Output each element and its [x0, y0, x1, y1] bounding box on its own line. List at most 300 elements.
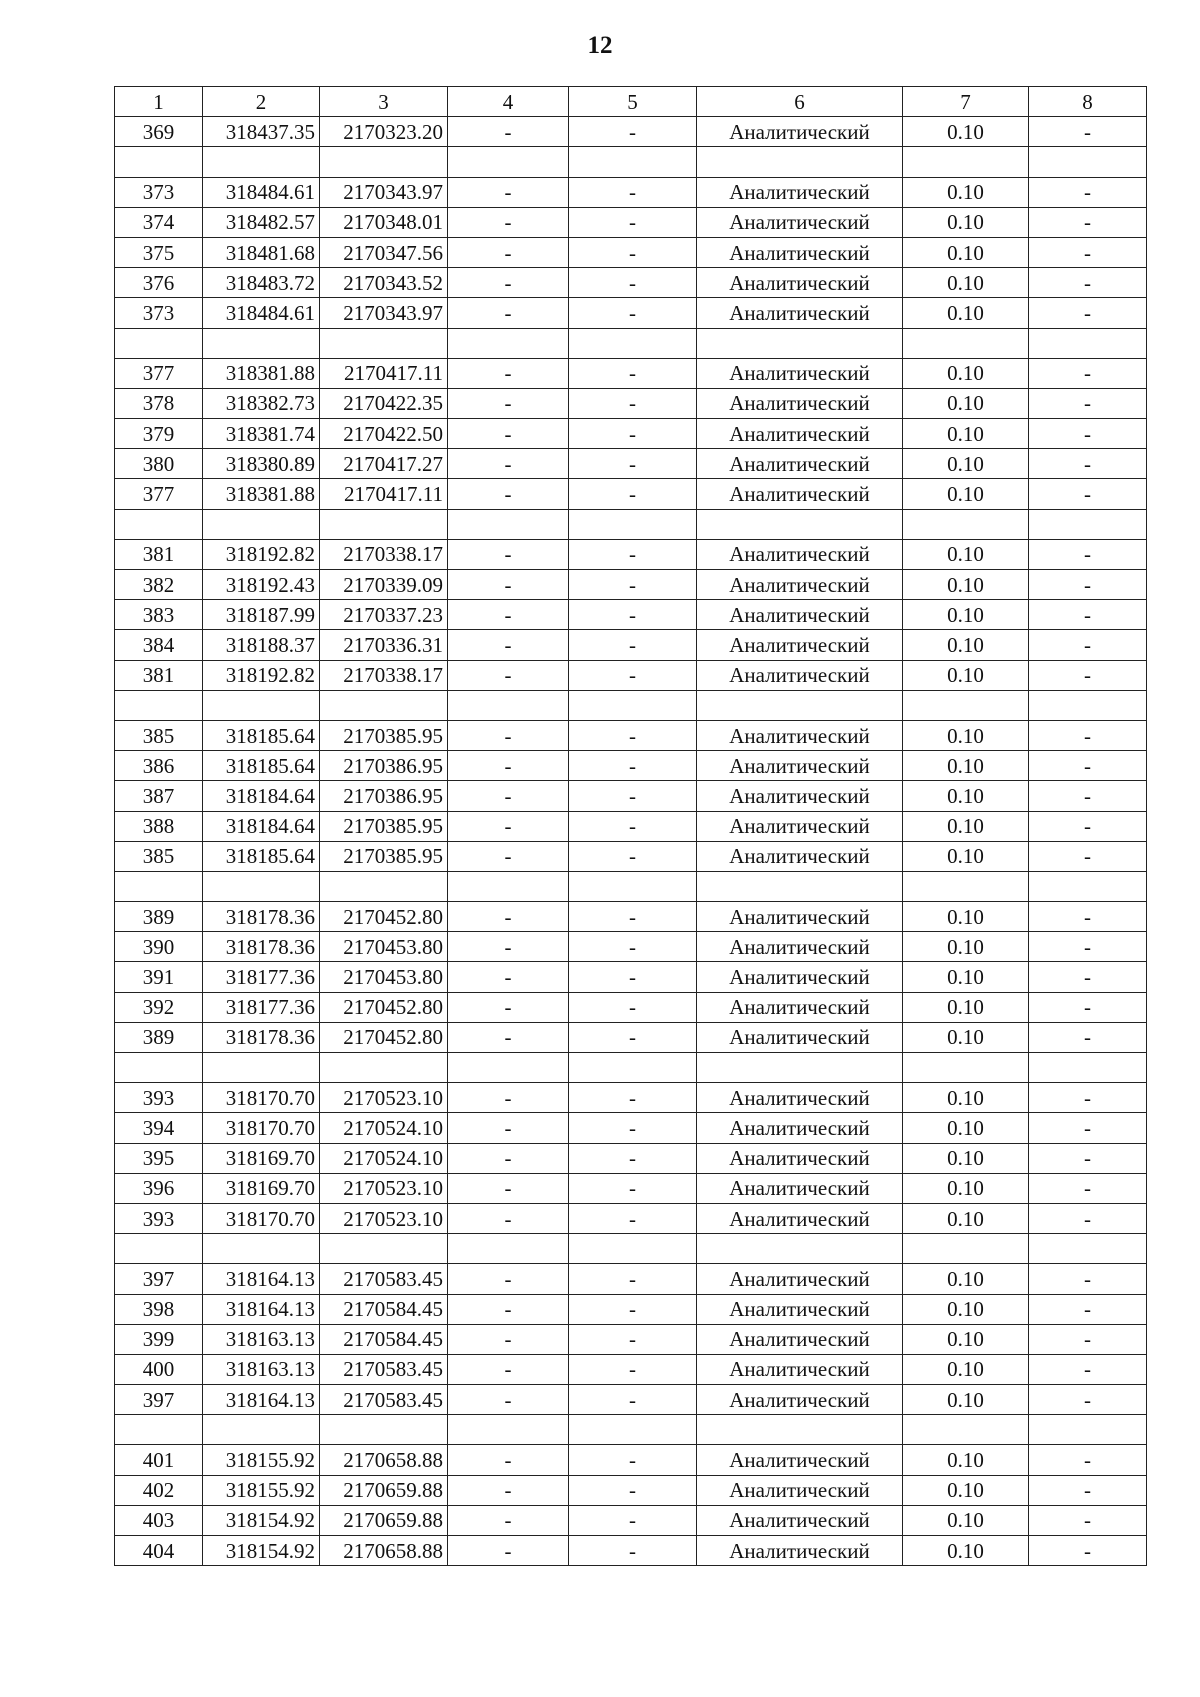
table-cell	[903, 1234, 1029, 1264]
table-cell: Аналитический	[697, 811, 903, 841]
table-cell	[115, 1234, 203, 1264]
table-cell	[320, 147, 448, 177]
table-cell: -	[569, 237, 697, 267]
table-cell: 394	[115, 1113, 203, 1143]
table-cell	[115, 147, 203, 177]
table-cell: 2170452.80	[320, 1022, 448, 1052]
table-cell: 318380.89	[203, 449, 320, 479]
table-cell: 0.10	[903, 177, 1029, 207]
table-cell: Аналитический	[697, 388, 903, 418]
table-row	[115, 1536, 1147, 1566]
table-cell	[203, 1234, 320, 1264]
table-cell: -	[569, 720, 697, 750]
table-cell: 2170524.10	[320, 1143, 448, 1173]
table-cell: -	[569, 902, 697, 932]
table-cell: 318381.88	[203, 358, 320, 388]
table-cell: 0.10	[903, 419, 1029, 449]
table-cell: 0.10	[903, 1536, 1029, 1566]
table-cell: -	[448, 1324, 569, 1354]
table-cell	[1029, 1415, 1147, 1445]
table-cell: 0.10	[903, 660, 1029, 690]
table-cell: 373	[115, 298, 203, 328]
table-cell: -	[569, 1536, 697, 1566]
table-cell: 318155.92	[203, 1445, 320, 1475]
table-cell: -	[569, 811, 697, 841]
table-cell: 318185.64	[203, 720, 320, 750]
table-cell: -	[569, 479, 697, 509]
table-row	[115, 449, 1147, 479]
table-cell: -	[569, 1264, 697, 1294]
table-cell: Аналитический	[697, 751, 903, 781]
table-cell: -	[448, 539, 569, 569]
table-cell: 389	[115, 1022, 203, 1052]
table-cell: -	[1029, 781, 1147, 811]
table-cell: 2170338.17	[320, 539, 448, 569]
table-cell: 2170417.11	[320, 479, 448, 509]
table-cell: 382	[115, 570, 203, 600]
table-cell: -	[1029, 207, 1147, 237]
table-cell: Аналитический	[697, 539, 903, 569]
table-cell	[320, 1234, 448, 1264]
table-cell: -	[569, 1354, 697, 1384]
table-row	[115, 932, 1147, 962]
table-cell: -	[1029, 720, 1147, 750]
table-cell: Аналитический	[697, 237, 903, 267]
table-cell: 401	[115, 1445, 203, 1475]
table-cell: 2170452.80	[320, 902, 448, 932]
table-cell: 2170323.20	[320, 117, 448, 147]
table-cell: -	[1029, 841, 1147, 871]
table-body	[115, 87, 1147, 1566]
column-header: 4	[448, 87, 569, 117]
table-cell: 0.10	[903, 1505, 1029, 1535]
table-cell: 0.10	[903, 1083, 1029, 1113]
table-cell: 318170.70	[203, 1113, 320, 1143]
table-cell: -	[1029, 1173, 1147, 1203]
table-cell	[903, 147, 1029, 177]
table-row	[115, 207, 1147, 237]
table-cell: Аналитический	[697, 660, 903, 690]
table-cell: -	[448, 268, 569, 298]
table-cell	[448, 690, 569, 720]
table-cell: 318163.13	[203, 1354, 320, 1384]
table-cell: Аналитический	[697, 479, 903, 509]
table-cell: -	[1029, 539, 1147, 569]
table-cell: 2170385.95	[320, 841, 448, 871]
table-row	[115, 1203, 1147, 1233]
table-cell: Аналитический	[697, 1143, 903, 1173]
table-cell: -	[1029, 388, 1147, 418]
table-cell	[203, 690, 320, 720]
table-cell: -	[569, 207, 697, 237]
table-cell: Аналитический	[697, 419, 903, 449]
table-cell: 2170422.50	[320, 419, 448, 449]
table-cell: -	[448, 1173, 569, 1203]
table-cell: 318164.13	[203, 1294, 320, 1324]
table-cell: 318484.61	[203, 177, 320, 207]
table-cell: 318155.92	[203, 1475, 320, 1505]
table-cell: -	[448, 1203, 569, 1233]
table-cell: -	[448, 1385, 569, 1415]
table-cell: 395	[115, 1143, 203, 1173]
table-cell: -	[569, 1294, 697, 1324]
table-cell: -	[448, 1264, 569, 1294]
table-cell: Аналитический	[697, 781, 903, 811]
table-cell	[115, 1415, 203, 1445]
table-cell: 2170336.31	[320, 630, 448, 660]
table-cell	[1029, 147, 1147, 177]
table-cell: 0.10	[903, 1324, 1029, 1354]
table-cell	[203, 328, 320, 358]
table-cell: Аналитический	[697, 449, 903, 479]
table-row	[115, 1264, 1147, 1294]
table-cell: 2170453.80	[320, 932, 448, 962]
table-row	[115, 1173, 1147, 1203]
table-cell: -	[448, 388, 569, 418]
table-cell: 2170523.10	[320, 1203, 448, 1233]
table-cell: -	[448, 630, 569, 660]
table-cell	[697, 509, 903, 539]
table-cell: 0.10	[903, 992, 1029, 1022]
table-cell: -	[569, 1143, 697, 1173]
table-cell: -	[569, 751, 697, 781]
table-cell: 2170659.88	[320, 1505, 448, 1535]
table-cell	[448, 328, 569, 358]
table-cell: 2170385.95	[320, 720, 448, 750]
table-cell: 0.10	[903, 570, 1029, 600]
table-cell: 318164.13	[203, 1385, 320, 1415]
table-cell: 318192.82	[203, 660, 320, 690]
table-cell	[1029, 328, 1147, 358]
table-row	[115, 298, 1147, 328]
table-cell: 318187.99	[203, 600, 320, 630]
coordinates-table	[114, 86, 1147, 1566]
table-cell: 318484.61	[203, 298, 320, 328]
table-cell	[320, 690, 448, 720]
table-row	[115, 419, 1147, 449]
table-cell: -	[448, 117, 569, 147]
table-cell: 318154.92	[203, 1505, 320, 1535]
table-cell	[569, 147, 697, 177]
table-cell: 0.10	[903, 237, 1029, 267]
table-cell	[448, 509, 569, 539]
table-cell: -	[448, 660, 569, 690]
table-cell: Аналитический	[697, 1022, 903, 1052]
table-cell	[569, 1415, 697, 1445]
table-row	[115, 388, 1147, 418]
table-cell: -	[448, 1475, 569, 1505]
table-cell	[569, 871, 697, 901]
table-row	[115, 751, 1147, 781]
table-cell: 0.10	[903, 902, 1029, 932]
separator-row	[115, 147, 1147, 177]
table-cell: -	[448, 902, 569, 932]
column-header: 5	[569, 87, 697, 117]
table-cell: 0.10	[903, 600, 1029, 630]
table-cell: -	[448, 570, 569, 600]
table-cell	[320, 871, 448, 901]
table-cell	[569, 328, 697, 358]
table-cell	[115, 871, 203, 901]
table-cell: -	[1029, 1354, 1147, 1384]
table-cell: -	[448, 177, 569, 207]
table-cell: -	[569, 1385, 697, 1415]
table-row	[115, 539, 1147, 569]
table-cell	[903, 871, 1029, 901]
table-cell: -	[448, 962, 569, 992]
table-cell: -	[448, 932, 569, 962]
separator-row	[115, 509, 1147, 539]
table-cell: 318192.43	[203, 570, 320, 600]
table-cell: -	[569, 388, 697, 418]
table-cell: 0.10	[903, 539, 1029, 569]
table-cell: -	[448, 479, 569, 509]
table-cell	[697, 690, 903, 720]
table-cell: -	[1029, 449, 1147, 479]
table-cell: 2170339.09	[320, 570, 448, 600]
table-cell: 0.10	[903, 751, 1029, 781]
table-cell	[448, 147, 569, 177]
table-cell: -	[569, 449, 697, 479]
table-cell: 2170524.10	[320, 1113, 448, 1143]
table-cell: 318185.64	[203, 841, 320, 871]
table-cell: -	[569, 1022, 697, 1052]
table-cell: -	[448, 720, 569, 750]
separator-row	[115, 871, 1147, 901]
table-cell: -	[1029, 1264, 1147, 1294]
table-cell: 377	[115, 358, 203, 388]
table-cell: 369	[115, 117, 203, 147]
table-cell: 390	[115, 932, 203, 962]
table-row	[115, 117, 1147, 147]
table-cell: 318481.68	[203, 237, 320, 267]
table-cell	[320, 328, 448, 358]
table-cell	[569, 509, 697, 539]
table-cell: -	[569, 962, 697, 992]
table-cell: 0.10	[903, 1385, 1029, 1415]
table-cell	[569, 690, 697, 720]
table-cell: -	[1029, 600, 1147, 630]
table-cell: -	[569, 1173, 697, 1203]
table-row	[115, 268, 1147, 298]
table-cell	[448, 871, 569, 901]
table-cell: Аналитический	[697, 358, 903, 388]
table-cell: -	[1029, 1294, 1147, 1324]
table-cell: Аналитический	[697, 1385, 903, 1415]
column-header: 6	[697, 87, 903, 117]
table-cell: -	[1029, 1445, 1147, 1475]
table-cell: -	[1029, 177, 1147, 207]
table-cell: 2170523.10	[320, 1083, 448, 1113]
table-cell	[697, 147, 903, 177]
table-cell: 2170583.45	[320, 1264, 448, 1294]
table-cell	[903, 1415, 1029, 1445]
table-cell: 318437.35	[203, 117, 320, 147]
table-cell: -	[1029, 962, 1147, 992]
table-cell	[697, 1415, 903, 1445]
table-cell: 377	[115, 479, 203, 509]
table-cell: -	[569, 932, 697, 962]
table-cell: Аналитический	[697, 932, 903, 962]
table-cell: -	[569, 1505, 697, 1535]
table-cell: -	[569, 1475, 697, 1505]
table-cell: Аналитический	[697, 962, 903, 992]
table-cell: -	[1029, 117, 1147, 147]
table-cell: 2170417.27	[320, 449, 448, 479]
table-cell: 2170658.88	[320, 1445, 448, 1475]
table-cell: 0.10	[903, 117, 1029, 147]
table-cell: -	[569, 781, 697, 811]
table-cell: 2170417.11	[320, 358, 448, 388]
table-row	[115, 992, 1147, 1022]
table-cell: Аналитический	[697, 207, 903, 237]
table-cell: 318170.70	[203, 1083, 320, 1113]
table-cell: 318483.72	[203, 268, 320, 298]
table-cell: Аналитический	[697, 1173, 903, 1203]
table-cell	[1029, 1234, 1147, 1264]
table-cell	[203, 1415, 320, 1445]
table-cell: 386	[115, 751, 203, 781]
table-row	[115, 1505, 1147, 1535]
table-cell: Аналитический	[697, 1294, 903, 1324]
separator-row	[115, 690, 1147, 720]
table-cell: -	[448, 811, 569, 841]
table-cell: -	[1029, 570, 1147, 600]
table-row	[115, 1143, 1147, 1173]
table-cell: 2170659.88	[320, 1475, 448, 1505]
table-cell: 0.10	[903, 962, 1029, 992]
table-cell: Аналитический	[697, 1083, 903, 1113]
table-cell: 2170584.45	[320, 1294, 448, 1324]
table-cell: 374	[115, 207, 203, 237]
table-cell: 0.10	[903, 932, 1029, 962]
table-cell: -	[1029, 811, 1147, 841]
table-cell	[1029, 1053, 1147, 1083]
page-number: 12	[587, 32, 613, 59]
table-cell: -	[569, 570, 697, 600]
table-row	[115, 1083, 1147, 1113]
table-cell: Аналитический	[697, 600, 903, 630]
table-cell: Аналитический	[697, 1354, 903, 1384]
table-cell	[320, 1053, 448, 1083]
table-cell: 318169.70	[203, 1143, 320, 1173]
table-row	[115, 358, 1147, 388]
table-cell: 318381.74	[203, 419, 320, 449]
table-cell: -	[448, 992, 569, 1022]
table-cell: 0.10	[903, 1445, 1029, 1475]
table-cell: 0.10	[903, 1203, 1029, 1233]
table-cell: -	[448, 1143, 569, 1173]
table-cell: Аналитический	[697, 1203, 903, 1233]
table-cell: 376	[115, 268, 203, 298]
table-row	[115, 1022, 1147, 1052]
table-cell: -	[1029, 1475, 1147, 1505]
table-cell: 404	[115, 1536, 203, 1566]
table-cell	[448, 1415, 569, 1445]
table-cell: 381	[115, 539, 203, 569]
table-cell	[320, 509, 448, 539]
table-cell: -	[448, 781, 569, 811]
table-cell: -	[569, 539, 697, 569]
table-row	[115, 570, 1147, 600]
table-cell: -	[1029, 237, 1147, 267]
table-cell: -	[569, 298, 697, 328]
table-row	[115, 962, 1147, 992]
table-cell: -	[448, 1294, 569, 1324]
table-row	[115, 720, 1147, 750]
separator-row	[115, 1415, 1147, 1445]
table-cell: 2170658.88	[320, 1536, 448, 1566]
table-cell: 378	[115, 388, 203, 418]
table-cell: 2170385.95	[320, 811, 448, 841]
table-cell: 0.10	[903, 388, 1029, 418]
table-cell: -	[1029, 902, 1147, 932]
table-cell: Аналитический	[697, 1475, 903, 1505]
table-cell: 2170343.52	[320, 268, 448, 298]
table-cell: 0.10	[903, 1113, 1029, 1143]
table-cell: 318184.64	[203, 811, 320, 841]
table-cell: 2170583.45	[320, 1385, 448, 1415]
table-cell: -	[569, 1324, 697, 1354]
table-cell: 0.10	[903, 479, 1029, 509]
table-cell: 318382.73	[203, 388, 320, 418]
table-cell: Аналитический	[697, 841, 903, 871]
table-cell: Аналитический	[697, 1264, 903, 1294]
table-cell	[115, 509, 203, 539]
table-row	[115, 902, 1147, 932]
table-row	[115, 1324, 1147, 1354]
table-row	[115, 1475, 1147, 1505]
table-cell: -	[569, 419, 697, 449]
table-cell: -	[1029, 630, 1147, 660]
table-cell: 0.10	[903, 298, 1029, 328]
table-cell: 2170583.45	[320, 1354, 448, 1384]
table-cell: 0.10	[903, 1173, 1029, 1203]
table-cell: -	[1029, 1385, 1147, 1415]
table-cell: -	[448, 1022, 569, 1052]
table-cell: 318163.13	[203, 1324, 320, 1354]
separator-row	[115, 1053, 1147, 1083]
table-cell	[203, 509, 320, 539]
table-cell: -	[448, 1505, 569, 1535]
table-cell: 2170337.23	[320, 600, 448, 630]
table-cell: 399	[115, 1324, 203, 1354]
table-cell	[903, 690, 1029, 720]
table-cell: -	[448, 841, 569, 871]
table-cell: 2170523.10	[320, 1173, 448, 1203]
table-cell: 2170386.95	[320, 781, 448, 811]
table-cell: 0.10	[903, 1294, 1029, 1324]
table-cell: -	[569, 630, 697, 660]
table-cell: -	[448, 1354, 569, 1384]
table-row	[115, 600, 1147, 630]
table-cell: -	[1029, 479, 1147, 509]
table-row	[115, 811, 1147, 841]
table-cell: -	[448, 298, 569, 328]
column-header: 1	[115, 87, 203, 117]
table-cell	[1029, 871, 1147, 901]
table-cell	[697, 1234, 903, 1264]
table-cell: -	[569, 358, 697, 388]
table-cell: -	[569, 660, 697, 690]
table-cell: 2170452.80	[320, 992, 448, 1022]
separator-row	[115, 328, 1147, 358]
table-cell	[448, 1234, 569, 1264]
table-cell: 380	[115, 449, 203, 479]
table-cell: -	[448, 419, 569, 449]
table-cell: -	[1029, 268, 1147, 298]
table-cell: -	[1029, 1505, 1147, 1535]
